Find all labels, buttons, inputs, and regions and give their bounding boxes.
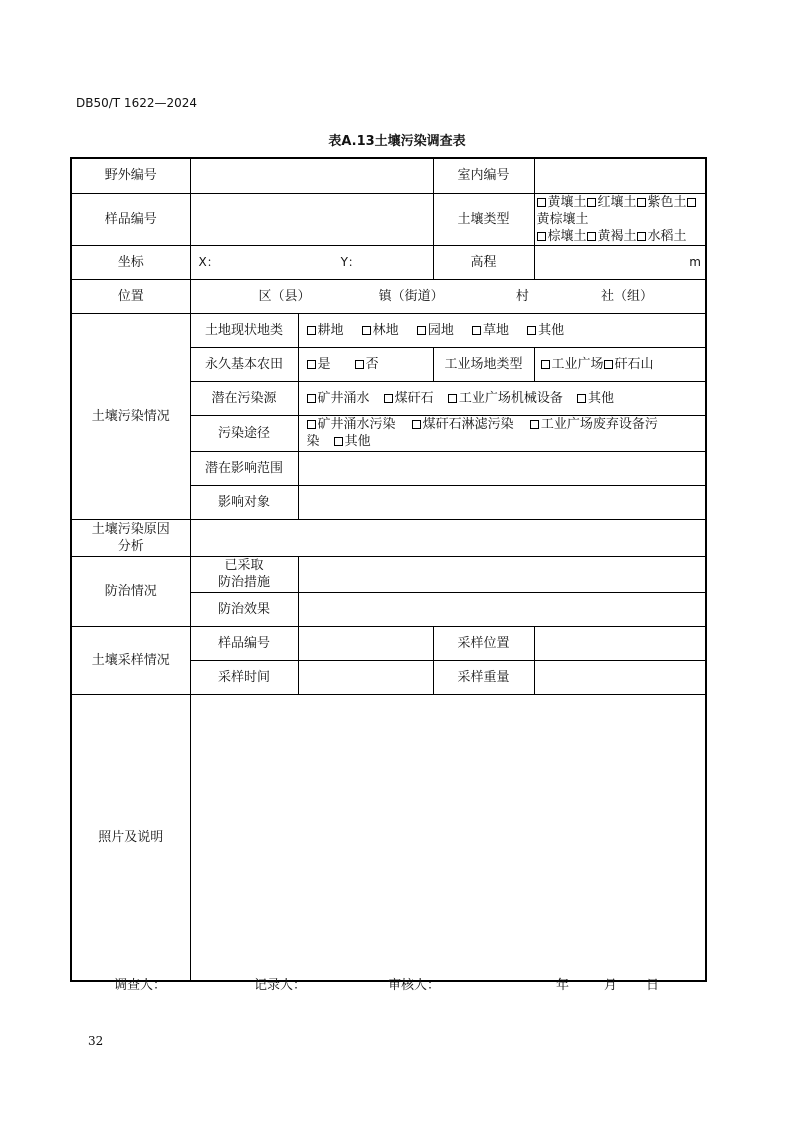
route-option: 其他 xyxy=(344,434,371,449)
reviewer-label: 审核人： xyxy=(388,978,441,993)
pollution-situation-label: 土壤污染情况 xyxy=(71,313,190,519)
prevention-effect-value[interactable] xyxy=(298,592,706,626)
coord-y-label: Y： xyxy=(340,254,360,269)
sampling-sample-number-label: 样品编号 xyxy=(190,626,298,660)
location-district: 区（县） xyxy=(258,288,311,304)
field-number-label: 野外编号 xyxy=(71,158,190,193)
measures-taken-label-line2: 防治措施 xyxy=(217,575,270,590)
sampling-time-value[interactable] xyxy=(298,660,433,694)
elevation-value[interactable] xyxy=(534,245,706,279)
source-option: 工业广场机械设备 xyxy=(458,390,563,406)
coordinate-label: 坐标 xyxy=(71,245,190,279)
industrial-site-options xyxy=(534,347,706,381)
coordinate-value[interactable] xyxy=(190,245,433,279)
cause-analysis-label-line1: 土壤污染原因 xyxy=(91,521,170,537)
impact-target-value[interactable] xyxy=(298,485,706,519)
investigator-label: 调查人： xyxy=(114,978,167,993)
land-status-options xyxy=(298,313,706,347)
sampling-position-label: 采样位置 xyxy=(433,626,534,660)
sample-number-label: 样品编号 xyxy=(71,193,190,245)
checkbox-icon[interactable] xyxy=(472,326,481,335)
measures-taken-label xyxy=(190,556,298,592)
industrial-site-option: 矸石山 xyxy=(614,356,654,372)
soil-type-option: 棕壤土 xyxy=(547,228,587,244)
industrial-site-option: 工业广场 xyxy=(551,356,604,372)
measures-taken-value[interactable] xyxy=(298,556,706,592)
prevention-effect-label: 防治效果 xyxy=(190,592,298,626)
soil-type-option: 黄壤土 xyxy=(547,194,587,210)
day-label: 日 xyxy=(646,978,660,993)
impact-range-label: 潜在影响范围 xyxy=(190,451,298,485)
impact-range-value[interactable] xyxy=(298,451,706,485)
location-village: 村 xyxy=(515,288,529,304)
checkbox-icon[interactable] xyxy=(604,360,613,369)
route-option-continued: 染 xyxy=(306,434,320,449)
elevation-label: 高程 xyxy=(433,245,534,279)
sampling-weight-label: 采样重量 xyxy=(433,660,534,694)
checkbox-icon[interactable] xyxy=(307,360,316,369)
pollution-route-label: 污染途径 xyxy=(190,415,298,451)
checkbox-icon[interactable] xyxy=(307,394,316,403)
sample-number-value[interactable] xyxy=(190,193,433,245)
checkbox-icon[interactable] xyxy=(577,394,586,403)
source-option: 煤矸石 xyxy=(394,390,434,406)
checkbox-icon[interactable] xyxy=(355,360,364,369)
measures-taken-label-line1: 已采取 xyxy=(224,558,264,573)
potential-source-options xyxy=(298,381,706,415)
soil-type-option: 黄褐土 xyxy=(597,228,637,244)
location-label: 位置 xyxy=(71,279,190,313)
indoor-number-value[interactable] xyxy=(534,158,706,193)
cause-analysis-label xyxy=(71,519,190,556)
route-option: 矿井涌水污染 xyxy=(317,417,396,432)
checkbox-icon[interactable] xyxy=(537,198,546,207)
potential-source-label: 潜在污染源 xyxy=(190,381,298,415)
table-title: 表A.13土壤污染调查表 xyxy=(328,134,466,149)
checkbox-icon[interactable] xyxy=(417,326,426,335)
coord-x-label: X： xyxy=(198,254,219,269)
source-option: 矿井涌水 xyxy=(317,390,370,406)
photo-area[interactable] xyxy=(190,694,706,981)
checkbox-icon[interactable] xyxy=(527,326,536,335)
land-status-option: 耕地 xyxy=(317,322,344,338)
checkbox-icon[interactable] xyxy=(334,437,343,446)
checkbox-icon[interactable] xyxy=(448,394,457,403)
cause-analysis-label-line2: 分析 xyxy=(117,538,144,554)
soil-type-options xyxy=(534,193,706,245)
checkbox-icon[interactable] xyxy=(412,420,421,429)
checkbox-icon[interactable] xyxy=(687,198,696,207)
sampling-weight-value[interactable] xyxy=(534,660,706,694)
checkbox-icon[interactable] xyxy=(307,326,316,335)
soil-type-option: 水稻土 xyxy=(647,228,687,244)
checkbox-icon[interactable] xyxy=(384,394,393,403)
soil-type-option: 黄棕壤土 xyxy=(536,211,589,227)
elevation-unit: m xyxy=(689,254,701,269)
route-option: 工业广场废弃设备污 xyxy=(540,417,658,432)
location-town: 镇（街道） xyxy=(378,288,444,304)
year-label: 年 xyxy=(556,978,570,993)
sampling-label: 土壤采样情况 xyxy=(71,626,190,694)
checkbox-icon[interactable] xyxy=(541,360,550,369)
checkbox-icon[interactable] xyxy=(587,232,596,241)
soil-pollution-survey-table xyxy=(70,157,707,982)
farmland-option-no: 否 xyxy=(365,356,379,372)
sampling-time-label: 采样时间 xyxy=(190,660,298,694)
indoor-number-label: 室内编号 xyxy=(433,158,534,193)
permanent-farmland-options xyxy=(298,347,433,381)
sampling-sample-number-value[interactable] xyxy=(298,626,433,660)
land-status-option: 林地 xyxy=(372,322,399,338)
checkbox-icon[interactable] xyxy=(530,420,539,429)
standard-code: DB50/T 1622—2024 xyxy=(76,96,198,110)
checkbox-icon[interactable] xyxy=(637,198,646,207)
cause-analysis-value[interactable] xyxy=(190,519,706,556)
checkbox-icon[interactable] xyxy=(307,420,316,429)
industrial-site-label: 工业场地类型 xyxy=(433,347,534,381)
prevention-label: 防治情况 xyxy=(71,556,190,626)
photo-label: 照片及说明 xyxy=(71,694,190,981)
checkbox-icon[interactable] xyxy=(637,232,646,241)
pollution-route-options xyxy=(298,415,706,451)
location-value[interactable] xyxy=(190,279,706,313)
location-group: 社（组） xyxy=(600,288,653,304)
checkbox-icon[interactable] xyxy=(537,232,546,241)
land-status-option: 其他 xyxy=(538,322,565,338)
checkbox-icon[interactable] xyxy=(587,198,596,207)
soil-type-option: 紫色土 xyxy=(647,194,687,210)
land-status-option: 园地 xyxy=(427,322,454,338)
permanent-farmland-label: 永久基本农田 xyxy=(190,347,298,381)
field-number-value[interactable] xyxy=(190,158,433,193)
month-label: 月 xyxy=(604,978,618,993)
route-option: 煤矸石淋滤污染 xyxy=(422,417,514,432)
soil-type-option: 红壤土 xyxy=(597,194,637,210)
farmland-option-yes: 是 xyxy=(317,356,331,372)
checkbox-icon[interactable] xyxy=(362,326,371,335)
recorder-label: 记录人： xyxy=(254,978,307,993)
land-status-option: 草地 xyxy=(482,322,509,338)
land-status-label: 土地现状地类 xyxy=(190,313,298,347)
source-option: 其他 xyxy=(587,390,614,406)
impact-target-label: 影响对象 xyxy=(190,485,298,519)
sampling-position-value[interactable] xyxy=(534,626,706,660)
page-number: 32 xyxy=(88,1034,104,1048)
soil-type-label: 土壤类型 xyxy=(433,193,534,245)
